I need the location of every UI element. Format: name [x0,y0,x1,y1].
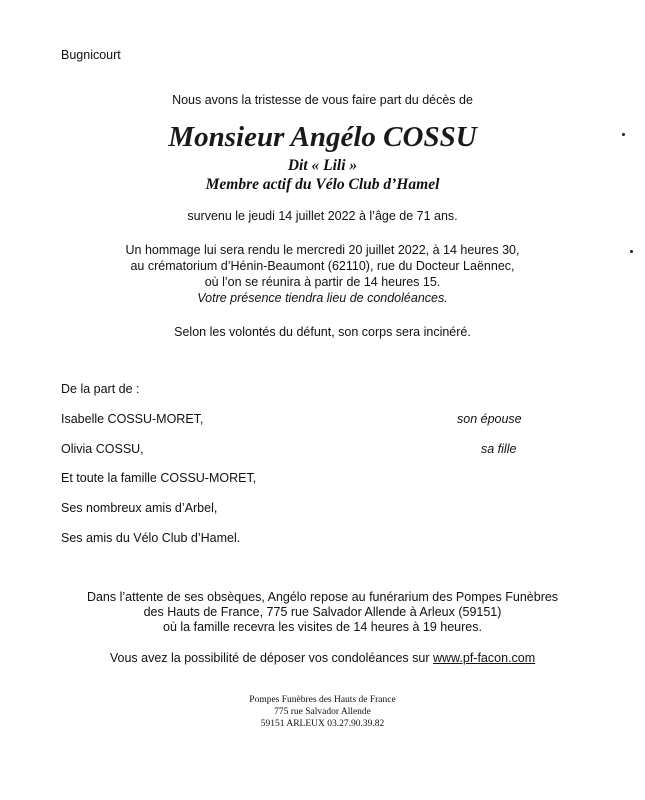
footer-line-1: Pompes Funèbres des Hauts de France [249,695,396,705]
footer-line-2: 775 rue Salvador Allende [274,707,371,717]
ceremony-line-3: où l’on se réunira à partir de 14 heures 15. [204,275,441,289]
condolences-text: Vous avez la possibilité de déposer vos condoléances sur [109,651,433,665]
family-member-name: Olivia COSSU, [61,442,144,456]
condolences-link[interactable]: www.pf-facon.com [433,651,536,665]
wishes-text: Selon les volontés du défunt, son corps sera incinéré. [174,325,471,339]
funeral-home-line-2: des Hauts de France, 775 rue Salvador Allende à Arleux (59151) [143,605,502,619]
intro-text: Nous avons la tristesse de vous faire part du décès de [172,93,473,107]
funeral-home-line-3: où la famille recevra les visites de 14 heures à 19 heures. [163,620,482,634]
from-label: De la part de : [61,382,140,396]
family-member-name: Isabelle COSSU-MORET, [61,412,204,426]
scan-speck [622,133,625,136]
family-member-name: Ses nombreux amis d’Arbel, [61,501,218,515]
ceremony-line-1: Un hommage lui sera rendu le mercredi 20 juillet 2022, à 14 heures 30, [125,243,520,257]
ceremony-line-4: Votre présence tiendra lieu de condoléances. [197,291,448,305]
condolences-line [0,651,645,665]
location-text: Bugnicourt [61,48,121,62]
deceased-membership: Membre actif du Vélo Club d’Hamel [205,176,440,193]
family-member-relation: sa fille [481,442,517,456]
funeral-home-line-1: Dans l’attente de ses obsèques, Angélo repose au funérarium des Pompes Funèbres [86,590,559,604]
footer-line-3: 59151 ARLEUX 03.27.90.39.82 [260,719,385,729]
family-member-name: Et toute la famille COSSU-MORET, [61,471,257,485]
family-member-name: Ses amis du Vélo Club d’Hamel. [61,531,241,545]
family-member-relation: son épouse [457,412,522,426]
scan-speck [630,250,633,253]
deceased-nickname: Dit « Lili » [287,157,358,174]
ceremony-line-2: au crématorium d’Hénin-Beaumont (62110), rue du Docteur Laënnec, [130,259,515,273]
death-notice: survenu le jeudi 14 juillet 2022 à l’âge de 71 ans. [187,209,458,223]
deceased-name: Monsieur Angélo COSSU [168,121,477,153]
